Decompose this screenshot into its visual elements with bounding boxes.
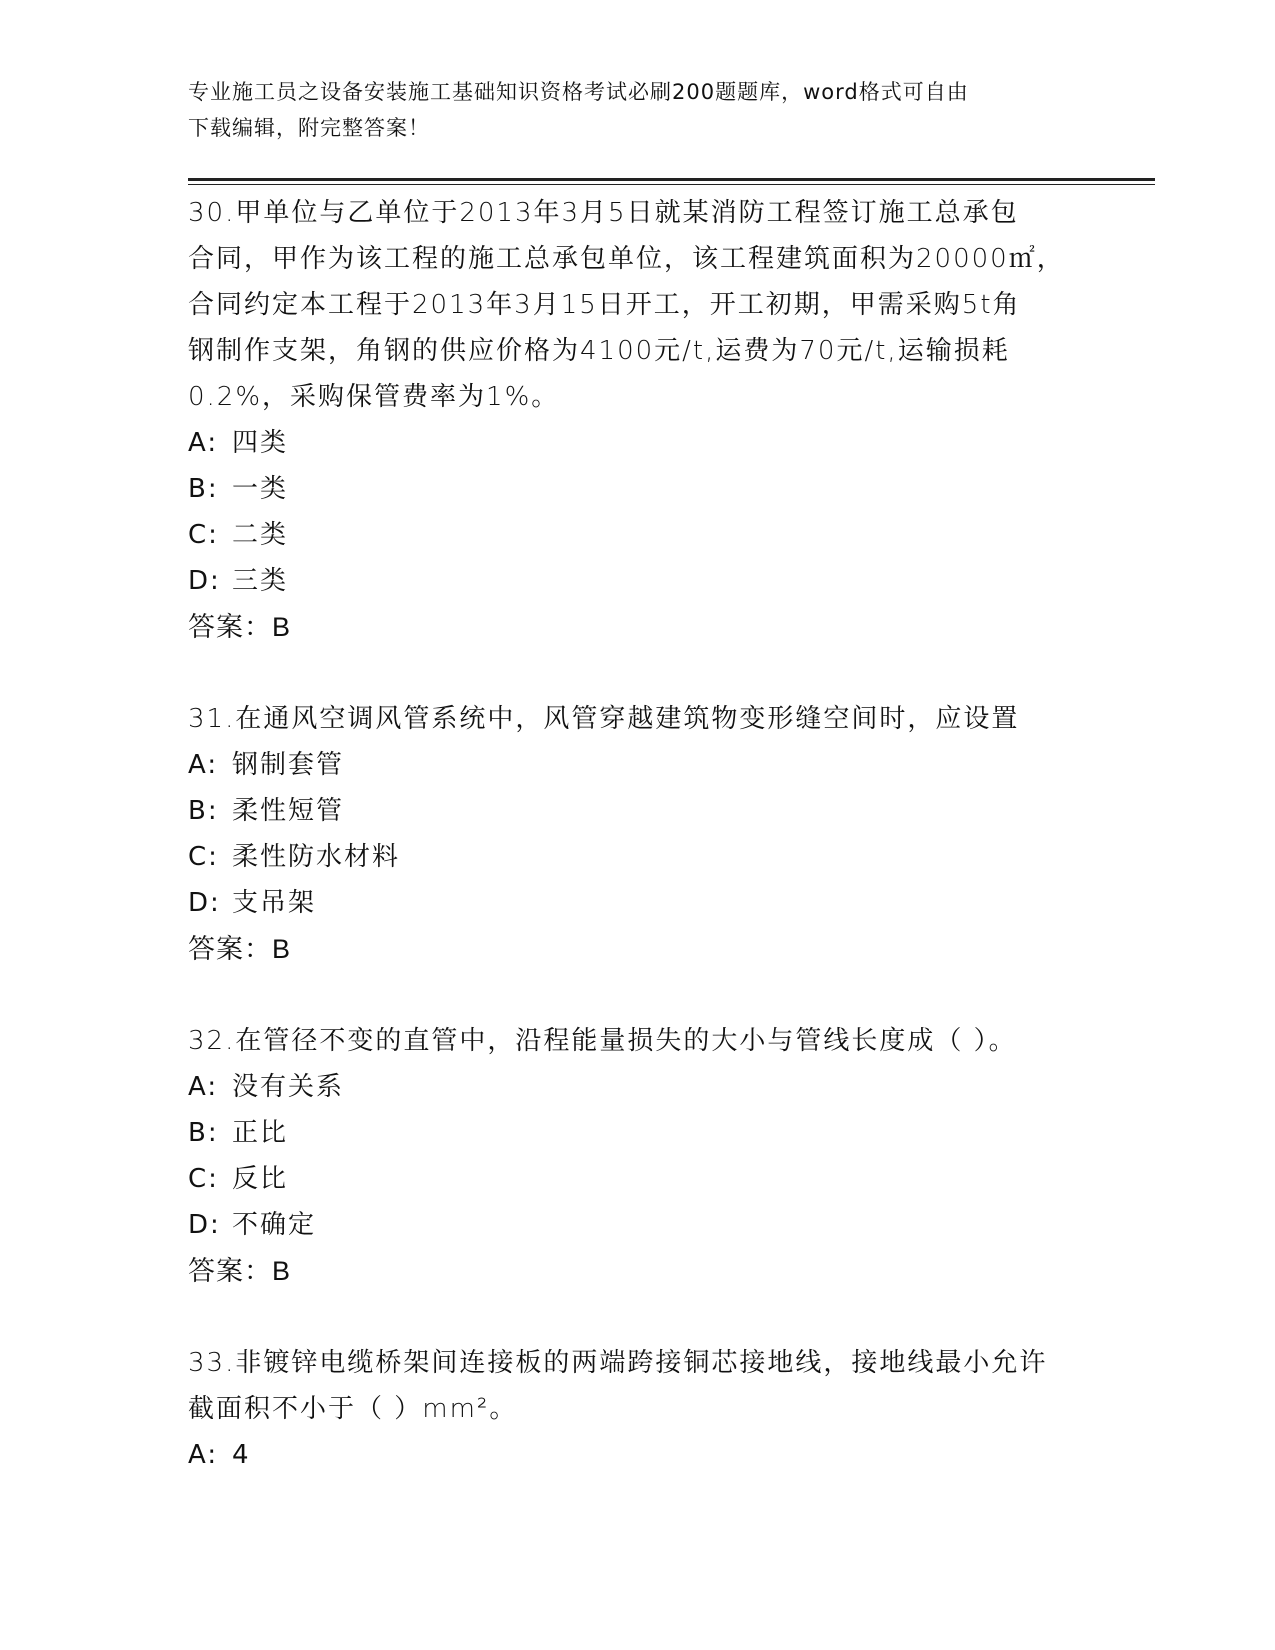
option-a bbox=[188, 1064, 1088, 1110]
option-c bbox=[188, 834, 1088, 880]
option-d bbox=[188, 558, 1088, 604]
option-a bbox=[188, 420, 1088, 466]
question-line: 0.2%，采购保管费率为1%。 bbox=[188, 382, 560, 412]
question-line: 钢制作支架，角钢的供应价格为4100元/t,运费为70元/t,运输损耗 bbox=[188, 336, 1010, 366]
option-c bbox=[188, 1156, 1088, 1202]
header-line-2: 下载编辑，附完整答案！ bbox=[188, 116, 430, 140]
option-letter: A: bbox=[188, 428, 219, 458]
option-letter: C: bbox=[188, 1164, 219, 1194]
option-b bbox=[188, 466, 1088, 512]
answer-line: 答案：B bbox=[188, 1256, 292, 1286]
option-letter: D: bbox=[188, 566, 221, 596]
option-letter: C: bbox=[188, 842, 219, 872]
question-line: 32.在管径不变的直管中，沿程能量损失的大小与管线长度成（ ）。 bbox=[188, 1026, 1017, 1056]
header-line-1: 专业施工员之设备安装施工基础知识资格考试必刷200题题库，word格式可自由 bbox=[188, 80, 969, 104]
option-letter: D: bbox=[188, 1210, 221, 1240]
header-divider-thin bbox=[188, 184, 1155, 185]
option-letter: B: bbox=[188, 796, 219, 826]
option-letter: A: bbox=[188, 1072, 219, 1102]
question-31 bbox=[188, 696, 1088, 972]
option-text: 柔性短管 bbox=[232, 796, 345, 826]
option-text: 二类 bbox=[232, 520, 289, 550]
option-text: 一类 bbox=[232, 474, 289, 504]
answer-line: 答案：B bbox=[188, 612, 292, 642]
question-line: 合同，甲作为该工程的施工总承包单位，该工程建筑面积为20000㎡， bbox=[188, 244, 1065, 274]
option-text: 反比 bbox=[232, 1164, 289, 1194]
option-a bbox=[188, 742, 1088, 788]
option-letter: B: bbox=[188, 474, 219, 504]
option-text: 三类 bbox=[232, 566, 289, 596]
option-a bbox=[188, 1432, 1088, 1478]
question-line: 30.甲单位与乙单位于2013年3月5日就某消防工程签订施工总承包 bbox=[188, 198, 1019, 228]
option-letter: A: bbox=[188, 1440, 219, 1470]
question-30 bbox=[188, 190, 1088, 650]
question-list bbox=[188, 190, 1088, 1524]
option-text: 不确定 bbox=[232, 1210, 317, 1240]
question-32 bbox=[188, 1018, 1088, 1294]
option-letter: A: bbox=[188, 750, 219, 780]
option-text: 4 bbox=[232, 1440, 251, 1470]
option-letter: D: bbox=[188, 888, 221, 918]
document-header bbox=[188, 74, 1088, 146]
question-33 bbox=[188, 1340, 1088, 1478]
option-c bbox=[188, 512, 1088, 558]
option-letter: B: bbox=[188, 1118, 219, 1148]
option-b bbox=[188, 1110, 1088, 1156]
option-text: 支吊架 bbox=[232, 888, 317, 918]
question-line: 截面积不小于（ ）mm²。 bbox=[188, 1394, 518, 1424]
question-line: 33.非镀锌电缆桥架间连接板的两端跨接铜芯接地线，接地线最小允许 bbox=[188, 1348, 1048, 1378]
option-text: 钢制套管 bbox=[232, 750, 345, 780]
option-b bbox=[188, 788, 1088, 834]
option-letter: C: bbox=[188, 520, 219, 550]
header-divider-thick bbox=[188, 178, 1155, 181]
option-d bbox=[188, 880, 1088, 926]
option-text: 柔性防水材料 bbox=[232, 842, 401, 872]
question-line: 合同约定本工程于2013年3月15日开工，开工初期，甲需采购5t角 bbox=[188, 290, 1021, 320]
option-text: 正比 bbox=[232, 1118, 289, 1148]
option-text: 没有关系 bbox=[232, 1072, 345, 1102]
question-line: 31.在通风空调风管系统中，风管穿越建筑物变形缝空间时，应设置 bbox=[188, 704, 1020, 734]
answer-line: 答案：B bbox=[188, 934, 292, 964]
option-d bbox=[188, 1202, 1088, 1248]
option-text: 四类 bbox=[232, 428, 289, 458]
